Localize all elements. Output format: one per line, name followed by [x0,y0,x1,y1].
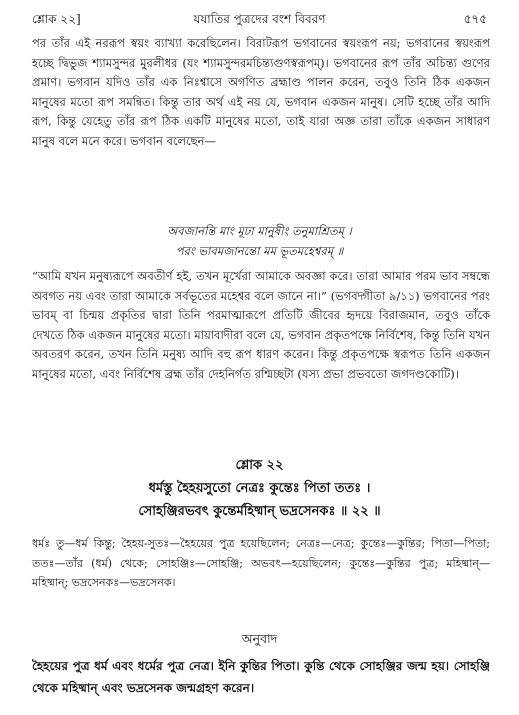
quote-line-1: অবজানন্তি মাং মূঢা মানুষীং তনুমাশ্রিতম্ । [167,224,352,238]
word-for-word-synonyms: ধর্মঃ তু—ধর্ম কিন্তু; হৈহয়-সুতঃ—হৈহয়ের পুত্র হয়েছিলেন; নেত্রঃ—নেত্র; কুন্তেঃ—কুন্তির; পিতা—পিতা; ততঃ—তাঁর (ধর্ম) থেকে; সোহঞ্জিঃ—সোহঞ্জি; অভবৎ—হয়েছিলেন; কুন্তেঃ—কুন্তির পুত্র; মহিষ্মান্—মহিষ্মান্; ভদ্রসেনকঃ—ভদ্রসেনক। [32,537,490,589]
purport-text-2: “আমি যখন মনুষ্যরূপে অবতীর্ণ হই, তখন মূর্খেরা আমাকে অবজ্ঞা করে। তারা আমার পরম ভাব সম্বন্ধে অবগত নয় এবং তারা আমাকে সর্বভূতের মহেশ্বর বলে জানে না।” (ভগবদ্গীতা ৯/১১) ভগবানের পরং ভাবম্ বা চিন্ময় প্রকৃতির দ্বারা তিনি পরমাত্মারূপে প্রতিটি জীবের হৃদয়ে বিরাজমান, তবুও তাঁকে দেখতে ঠিক একজন মানুষের মতো। মায়াবাদীরা বলে যে, ভগবান প্রকৃতপক্ষে নির্বিশেষ, কিন্তু তিনি যখন অবতরণ করেন, তখন তিনি মনুষ্য আদি বহু রূপ ধারণ করেন। কিন্তু প্রকৃতপক্ষে স্বরূপত তিনি একজন মানুষের মতো, এবং নির্বিশেষ ব্রহ্ম তাঁর দেহনির্গত রশ্মিচ্ছটা (যস্য প্রভা প্রভবতো জগদণ্ডকোটি)। [32,269,490,381]
translation-heading: অনুবাদ [241,631,278,646]
translation-text: হৈহয়ের পুত্র ধর্ম এবং ধর্মের পুত্র নেত্র। ইনি কুন্তির পিতা। কুন্তি থেকে সোহঞ্জির জন্ম হয়। সোহঞ্জি থেকে মহিষ্মান্ এবং ভদ্রসেনক জন্মগ্রহণ করেন। [32,659,490,695]
purport-paragraph-2 [32,267,490,384]
verse-line-1: ধর্মস্তু হৈহয়সুতো নেত্রঃ কুন্তেঃ পিতা ততঃ । [148,481,371,496]
purport-paragraph-1 [32,34,490,151]
header-verse-ref: শ্লোক ২২] [32,12,81,26]
purport-text-1: পর তাঁর এই নররূপ স্বয়ং ব্যাখ্যা করেছিলেন। বিরাটরূপ ভগবানের স্বয়ংরূপ নয়; ভগবানের স্বয়ংরূপ হচ্ছে দ্বিভুজ শ্যামসুন্দর মুরলীধর (যং শ্যামসুন্দরমচিন্ত্যগুণস্বরূপম্)। ভগবানের রূপ তাঁর অচিন্ত্য গুণের প্রমাণ। ভগবান যদিও তাঁর এক নিঃশ্বাসে অগণিত ব্রহ্মাণ্ড পালন করেন, তবুও তিনি ঠিক একজন মানুষের মতো রূপ সমন্বিত। কিন্তু তার অর্থ এই নয় যে, ভগবান একজন মানুষ। সেটি হচ্ছে তাঁর আদি রূপ, কিন্তু যেহেতু তাঁর রূপ ঠিক একটি মানুষের মতো, তাই যারা অজ্ঞ তারা তাঁকে একজন সাধারণ মানুষ বলে মনে করে। ভগবান বলেছেন— [32,36,490,148]
page-header [32,8,487,30]
header-chapter-title: যযাতির পুত্রদের বংশ বিবরণ [193,12,326,26]
quote-line-2: পরং ভাবমজানন্তো মম ভূতমহেশ্বরম্ ॥ [175,244,344,258]
verse-line-2: সোহঞ্জিরভবৎ কুন্তের্মহিষ্মান্ ভদ্রসেনকঃ ॥ ২২ ॥ [138,504,381,519]
verse-label: শ্লোক ২২ [235,458,284,473]
page-number: ৫৭৫ [463,12,487,26]
